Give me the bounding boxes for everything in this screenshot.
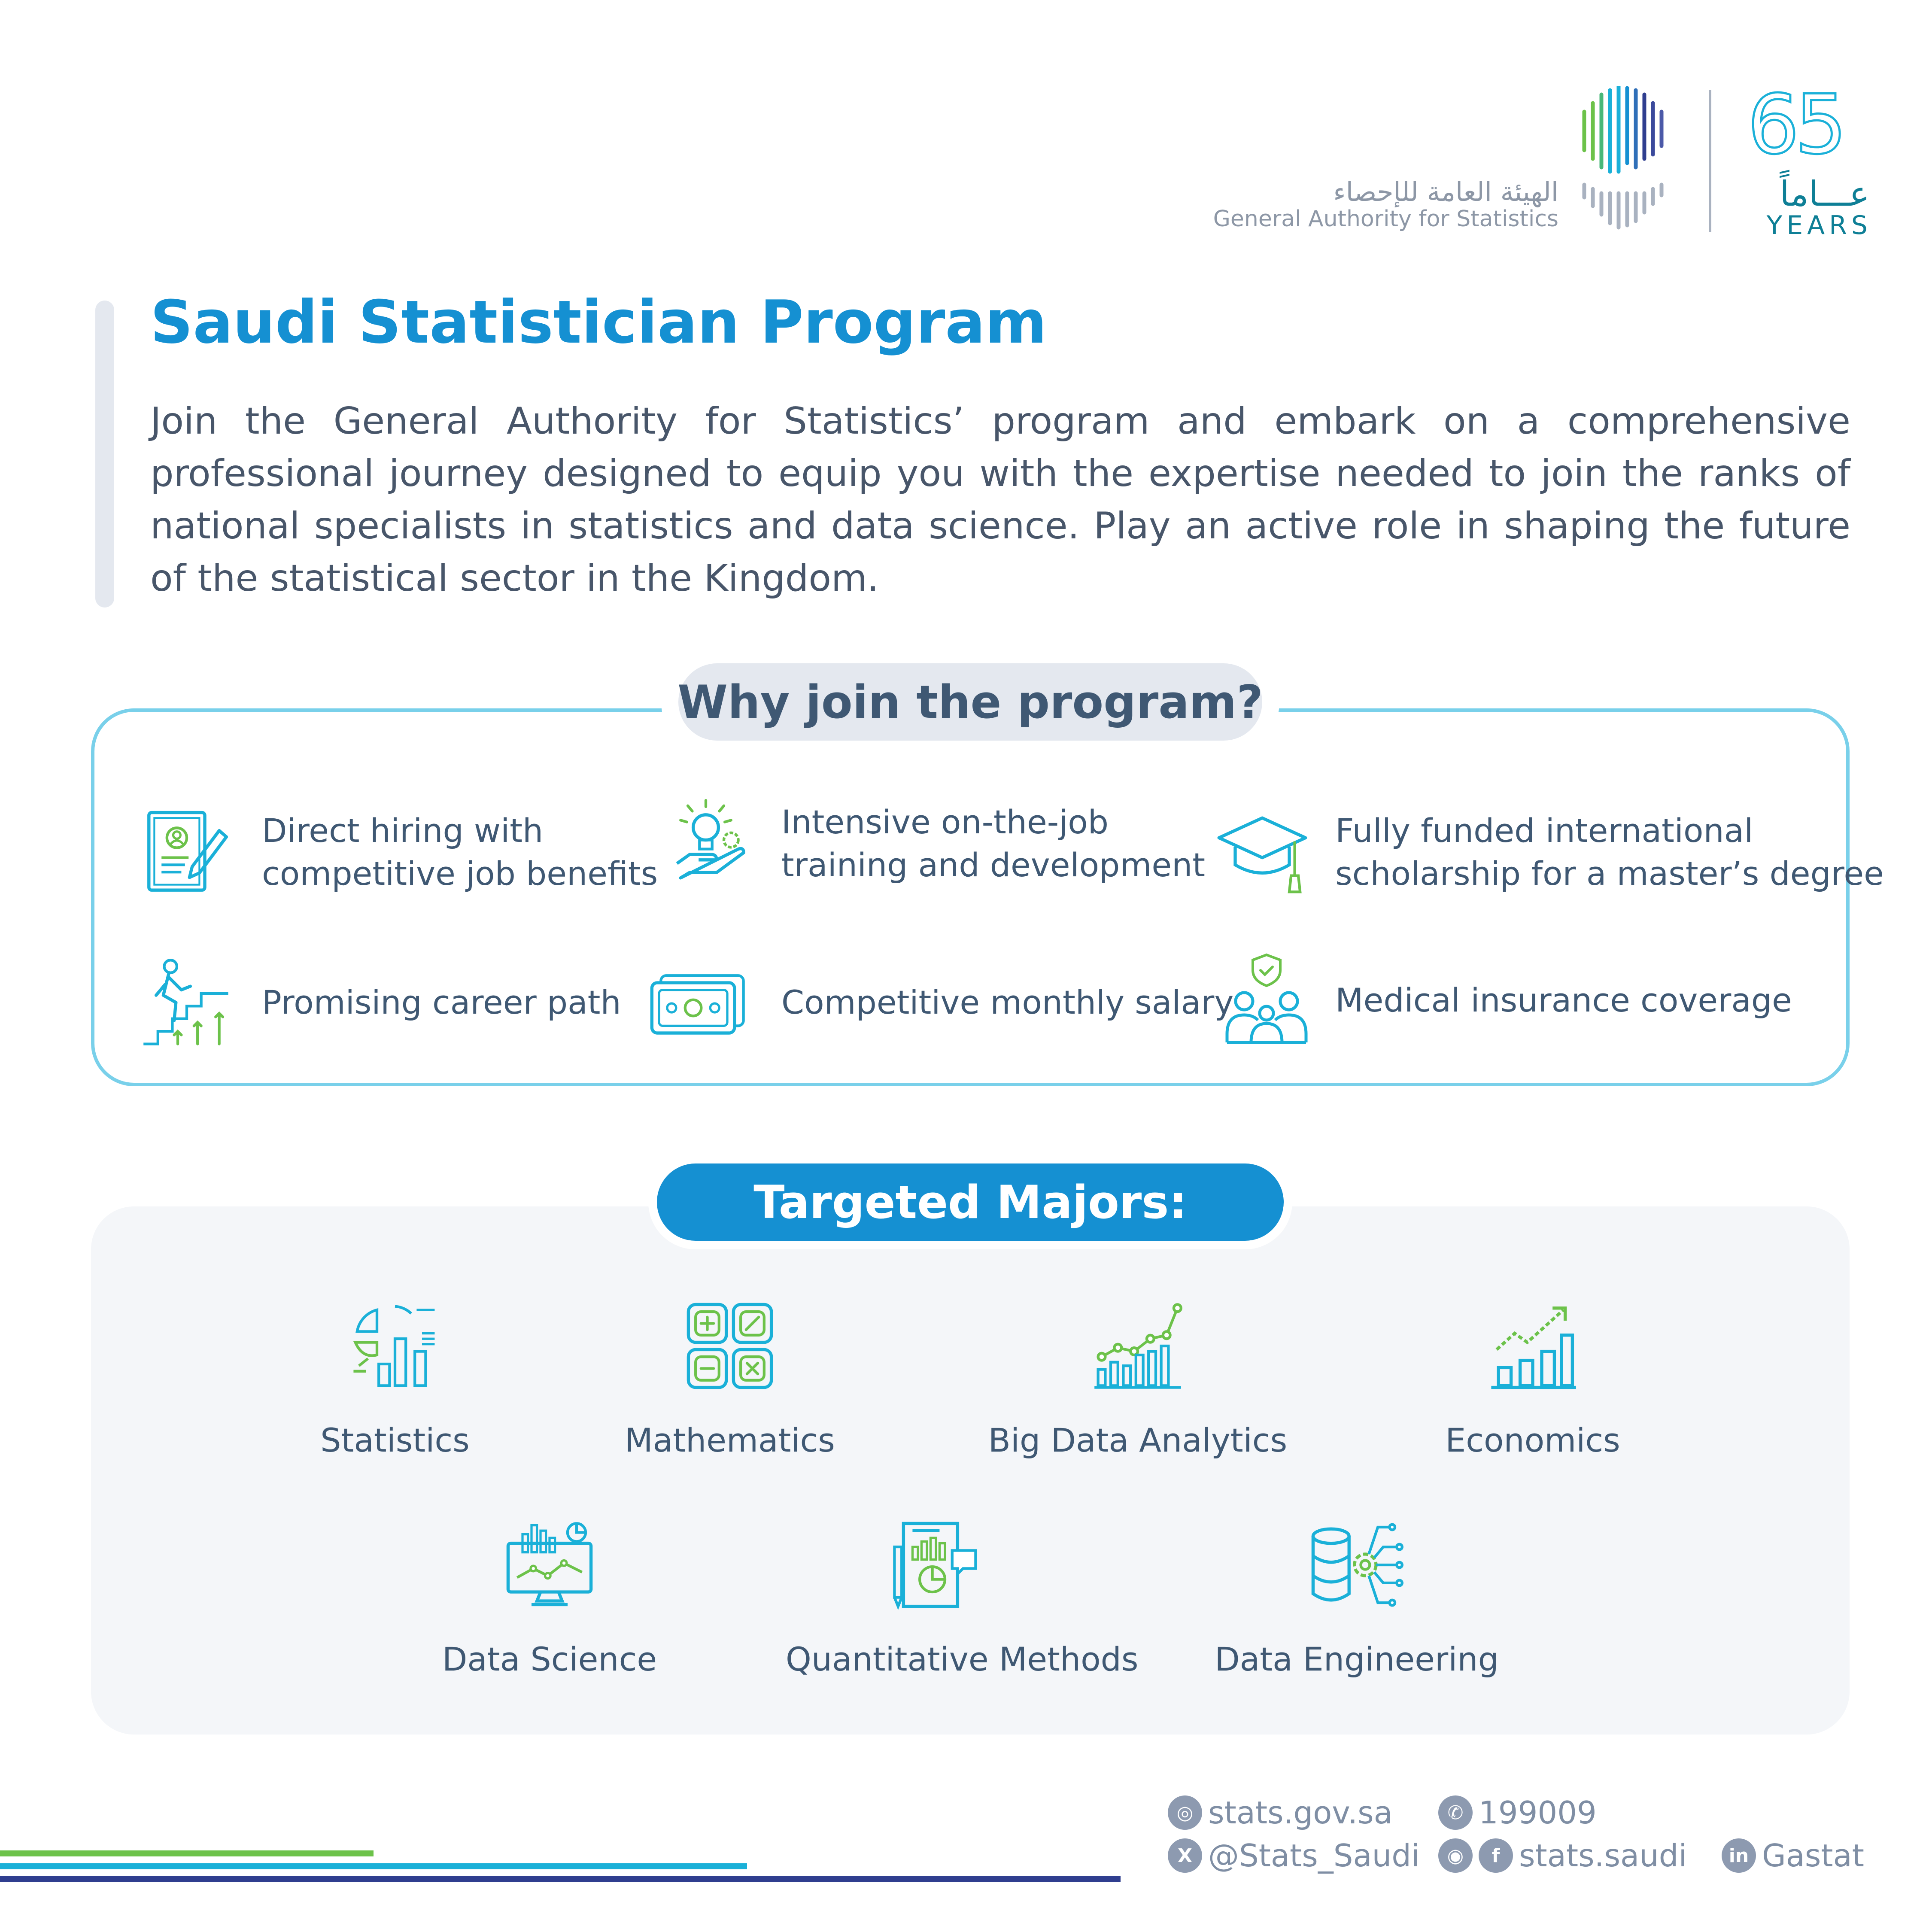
major-data-science bbox=[399, 1520, 700, 1678]
benefit-line: Fully funded international bbox=[1335, 811, 1753, 850]
family-shield-icon bbox=[1224, 953, 1309, 1048]
footer-social-accounts[interactable] bbox=[1438, 1838, 1687, 1874]
benefit-line: Medical insurance coverage bbox=[1335, 981, 1792, 1019]
major-data-engineering bbox=[1206, 1520, 1507, 1678]
benefit-salary bbox=[648, 957, 1233, 1048]
career-stairs-icon bbox=[142, 957, 232, 1048]
logo-divider bbox=[1709, 90, 1711, 232]
benefit-direct-hiring bbox=[142, 807, 658, 897]
x-logo-icon: X bbox=[1168, 1838, 1202, 1873]
targeted-majors-heading: Targeted Majors: bbox=[753, 1176, 1187, 1229]
benefit-line: Direct hiring with bbox=[262, 811, 544, 850]
bar-line-chart-icon bbox=[1093, 1301, 1183, 1391]
graduation-cap-icon bbox=[1215, 807, 1309, 897]
gastat-emblem-icon bbox=[1576, 86, 1687, 232]
footer-website[interactable] bbox=[1168, 1795, 1393, 1831]
major-economics bbox=[1382, 1301, 1683, 1459]
page-title: Saudi Statistician Program bbox=[150, 288, 1047, 357]
intro-paragraph: Join the General Authority for Statistics’ program and embark on a comprehensive professional journey designed to equip you with the expertise needed to join the ranks of national specialists in statistics and data science. Play an active role in shaping the future of the statistical sector in the Kingdom. bbox=[150, 400, 1850, 600]
why-join-heading-pill bbox=[678, 663, 1262, 741]
phone-icon: ✆ bbox=[1438, 1795, 1473, 1830]
statistics-icon bbox=[350, 1301, 440, 1391]
benefit-line: training and development bbox=[781, 846, 1206, 884]
major-mathematics bbox=[580, 1301, 880, 1459]
benefit-line: scholarship for a master’s degree bbox=[1335, 854, 1884, 893]
footer-line-blue bbox=[0, 1863, 747, 1869]
logo-arabic-name: الهيئة العامة للإحصاء bbox=[1333, 176, 1558, 207]
x-handle-text: @Stats_Saudi bbox=[1208, 1838, 1420, 1874]
major-big-data-analytics bbox=[987, 1301, 1288, 1459]
footer-phone[interactable] bbox=[1438, 1795, 1597, 1831]
globe-icon: ◎ bbox=[1168, 1795, 1202, 1830]
report-icon bbox=[891, 1520, 981, 1610]
footer-line-navy bbox=[0, 1876, 1121, 1882]
major-label: Statistics bbox=[320, 1421, 470, 1459]
targeted-majors-heading-pill bbox=[657, 1163, 1284, 1241]
facebook-icon: f bbox=[1479, 1838, 1513, 1873]
title-accent-bar bbox=[95, 301, 114, 608]
benefit-line: Promising career path bbox=[262, 983, 621, 1021]
monitor-chart-icon bbox=[504, 1520, 595, 1610]
money-bill-icon bbox=[648, 957, 747, 1048]
major-label: Mathematics bbox=[625, 1421, 835, 1459]
calculator-icon bbox=[685, 1301, 775, 1391]
benefit-career-path bbox=[142, 957, 621, 1048]
major-label: Data Engineering bbox=[1215, 1640, 1499, 1678]
database-gear-icon bbox=[1309, 1520, 1404, 1610]
lightbulb-hand-icon bbox=[670, 799, 760, 889]
major-label: Economics bbox=[1445, 1421, 1620, 1459]
gastat-logo bbox=[1213, 77, 1872, 249]
footer-line-green bbox=[0, 1850, 374, 1856]
footer-linkedin[interactable] bbox=[1722, 1838, 1864, 1874]
major-label: Data Science bbox=[442, 1640, 657, 1678]
anniversary-arabic: عـــاماً bbox=[1780, 174, 1870, 214]
contract-icon bbox=[142, 807, 232, 897]
major-quantitative-methods bbox=[786, 1520, 1139, 1678]
benefit-line: Competitive monthly salary bbox=[781, 983, 1234, 1021]
benefit-scholarship bbox=[1215, 807, 1884, 897]
benefit-line: competitive job benefits bbox=[262, 854, 658, 893]
anniversary-number: 65 bbox=[1747, 77, 1843, 172]
major-label: Quantitative Methods bbox=[786, 1640, 1139, 1678]
website-text: stats.gov.sa bbox=[1208, 1795, 1393, 1831]
why-join-heading: Why join the program? bbox=[677, 675, 1263, 729]
logo-english-name: General Authority for Statistics bbox=[1213, 206, 1558, 232]
major-statistics bbox=[245, 1301, 545, 1459]
benefit-training bbox=[670, 799, 1205, 889]
benefit-medical-insurance bbox=[1224, 953, 1792, 1048]
phone-text: 199009 bbox=[1479, 1795, 1597, 1831]
social-handle-text: stats.saudi bbox=[1519, 1838, 1687, 1874]
growth-chart-icon bbox=[1488, 1301, 1578, 1391]
footer-x-account[interactable] bbox=[1168, 1838, 1420, 1874]
benefit-line: Intensive on-the-job bbox=[781, 803, 1109, 841]
linkedin-icon: in bbox=[1722, 1838, 1756, 1873]
anniversary-years: YEARS bbox=[1766, 210, 1872, 240]
major-label: Big Data Analytics bbox=[988, 1421, 1288, 1459]
linkedin-text: Gastat bbox=[1762, 1838, 1865, 1874]
instagram-icon: ◉ bbox=[1438, 1838, 1473, 1873]
